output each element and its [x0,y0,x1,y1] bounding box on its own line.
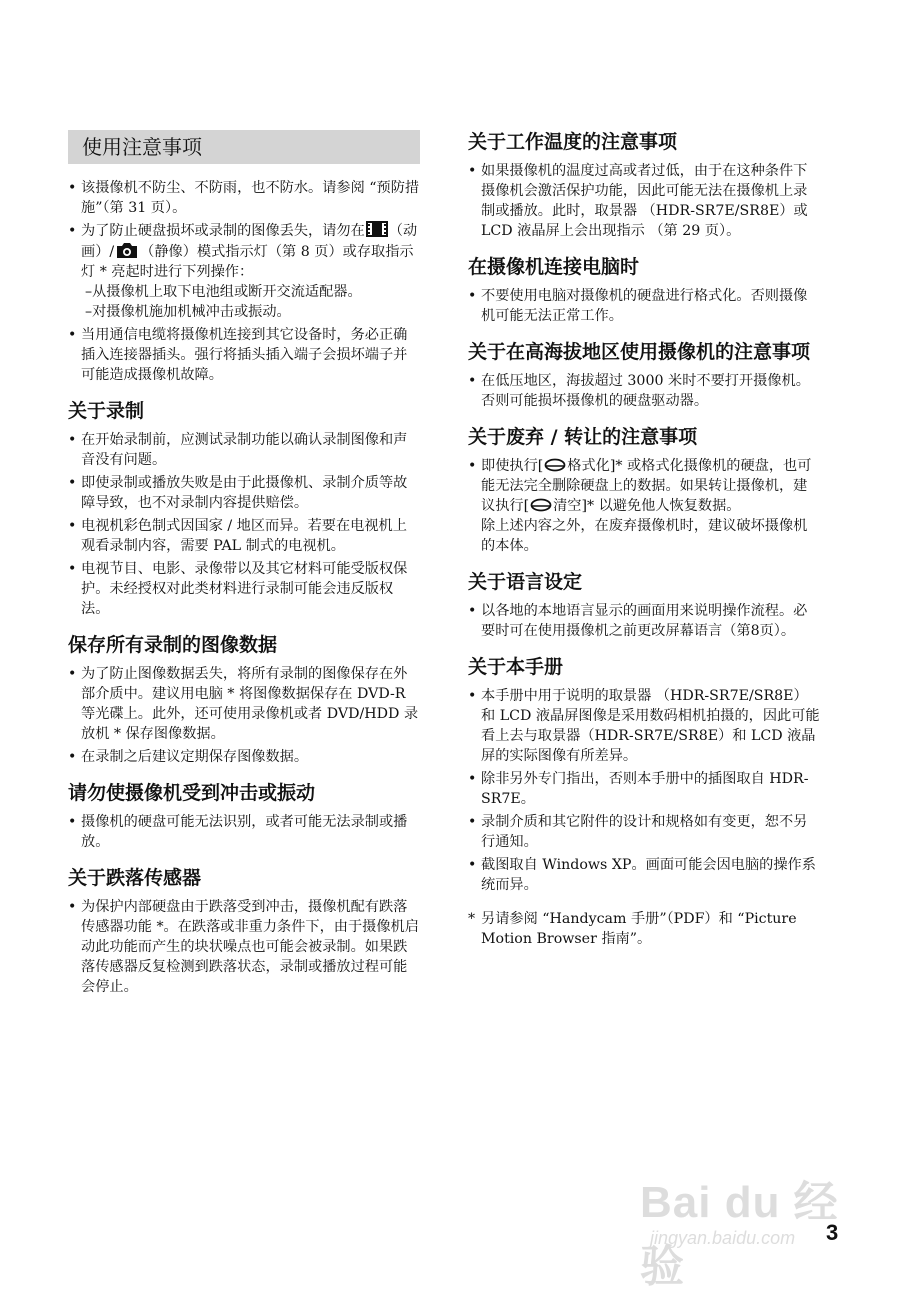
list-item: • 为了防止图像数据丢失，将所有录制的图像保存在外部介质中。建议用电脑 * 将图像数据保存在 DVD-R 等光碟上。此外，还可使用录像机或者 DVD/HDD 录放机 * 保存图像数据。 [68,664,420,744]
hdd-text-2: （动画）/ [81,223,418,260]
watermark-url: jingyan.baidu.com [650,1228,796,1248]
list-item: • 在录制之后建议定期保存图像数据。 [68,747,420,767]
altitude-list [468,371,820,411]
hdd-icon [530,498,552,512]
camera-icon [115,241,139,259]
hdd-icon [544,458,566,472]
list-item: • 本手册中用于说明的取景器 （HDR-SR7E/SR8E）和 LCD 液晶屏图像是采用数码相机拍摄的，因此可能看上去与取景器（HDR-SR7E/SR8E）和 LCD 液晶屏的实际图像有所差异。 [468,686,820,766]
heading-dispose: 关于废弃 / 转让的注意事项 [468,426,698,448]
list-item: • 如果摄像机的温度过高或者过低，由于在这种条件下摄像机会激活保护功能，因此可能无法在摄像机上录制或播放。此时，取景器 （HDR-SR7E/SR8E）或 LCD 液晶屏上会出现指示 （第 29 页）。 [468,161,820,241]
dispose-text-2: 格式化]* 或格式化摄像机的硬盘，也可能无法完全删除硬盘上的数据。如果转让摄像机，建议执行[ [481,458,812,514]
dispose-text-4: 除上述内容之外，在废弃摄像机时，建议破坏摄像机的本体。 [481,518,808,554]
baidu-watermark [640,1150,850,1291]
list-item: • 截图取自 Windows XP。画面可能会因电脑的操作系统而异。 [468,855,820,895]
hdd-text-1: 为了防止硬盘损坏或录制的图像丢失，请勿在 [81,223,365,239]
list-item-hdd [68,221,420,322]
list-item: • 除非另外专门指出，否则本手册中的插图取自 HDR-SR7E。 [468,769,820,809]
pc-connect-list [468,286,820,326]
manual-list [468,686,820,895]
list-item: • 以各地的本地语言显示的画面用来说明操作流程。必要时可在使用摄像机之前更改屏幕语言（第8页）。 [468,601,820,641]
right-column [468,130,820,949]
list-item: • 在低压地区，海拔超过 3000 米时不要打开摄像机。否则可能损坏摄像机的硬盘驱动器。 [468,371,820,411]
left-column [68,130,420,1000]
dispose-text-1: 即使执行[ [481,458,544,474]
list-item: • 在开始录制前，应测试录制功能以确认录制图像和声音没有问题。 [68,430,420,470]
shock-list [68,812,420,852]
intro-list [68,178,420,385]
language-list [468,601,820,641]
drop-sensor-list [68,897,420,997]
heading-altitude: 关于在高海拔地区使用摄像机的注意事项 [468,341,811,363]
save-list [68,664,420,767]
hdd-text-3: （静像）模式指示灯（第 8 页）或存取指示灯 * 亮起时进行下列操作： [81,244,414,280]
heading-save: 保存所有录制的图像数据 [68,634,278,656]
film-icon [366,221,388,237]
heading-recording: 关于录制 [68,400,145,422]
page-number: 3 [826,1220,839,1245]
list-item: • 录制介质和其它附件的设计和规格如有变更，恕不另行通知。 [468,812,820,852]
list-item: • 该摄像机不防尘、不防雨，也不防水。请参阅 “预防措施”（第 31 页）。 [68,178,420,218]
heading-manual: 关于本手册 [468,656,564,678]
footnote: * 另请参阅 “Handycam 手册”（PDF）和 “Picture Motion Browser 指南”。 [468,909,820,949]
list-item: • 电视节目、电影、录像带以及其它材料可能受版权保护。未经授权对此类材料进行录制可能会违反版权法。 [68,559,420,619]
watermark-logo-text: Bai du 经验 [640,1178,839,1291]
dispose-list [468,456,820,556]
heading-shock: 请勿使摄像机受到冲击或振动 [68,782,316,804]
heading-drop-sensor: 关于跌落传感器 [68,867,202,889]
heading-temperature: 关于工作温度的注意事项 [468,131,678,153]
section-banner: 使用注意事项 [68,130,420,164]
recording-list [68,430,420,619]
temperature-list [468,161,820,241]
heading-language: 关于语言设定 [468,571,583,593]
list-item: • 为保护内部硬盘由于跌落受到冲击，摄像机配有跌落传感器功能 *。在跌落或非重力条件下，由于摄像机启动此功能而产生的块状噪点也可能会被录制。如果跌落传感器反复检测到跌落状态，录制或播放过程可能会停止。 [68,897,420,997]
hdd-sub-item: –从摄像机上取下电池组或断开交流适配器。 [85,284,362,300]
hdd-sub-item: –对摄像机施加机械冲击或振动。 [85,304,291,320]
list-item-dispose [468,456,820,556]
list-item: • 电视机彩色制式因国家 / 地区而异。若要在电视机上观看录制内容，需要 PAL 制式的电视机。 [68,516,420,556]
list-item: • 即使录制或播放失败是由于此摄像机、录制介质等故障导致，也不对录制内容提供赔偿。 [68,473,420,513]
list-item: • 摄像机的硬盘可能无法识别，或者可能无法录制或播放。 [68,812,420,852]
dispose-text-3: 清空]* 以避免他人恢复数据。 [553,498,741,514]
heading-pc-connect: 在摄像机连接电脑时 [468,256,640,278]
list-item: • 不要使用电脑对摄像机的硬盘进行格式化。否则摄像机可能无法正常工作。 [468,286,820,326]
list-item: • 当用通信电缆将摄像机连接到其它设备时，务必正确插入连接器插头。强行将插头插入端子会损坏端子并可能造成摄像机故障。 [68,325,420,385]
